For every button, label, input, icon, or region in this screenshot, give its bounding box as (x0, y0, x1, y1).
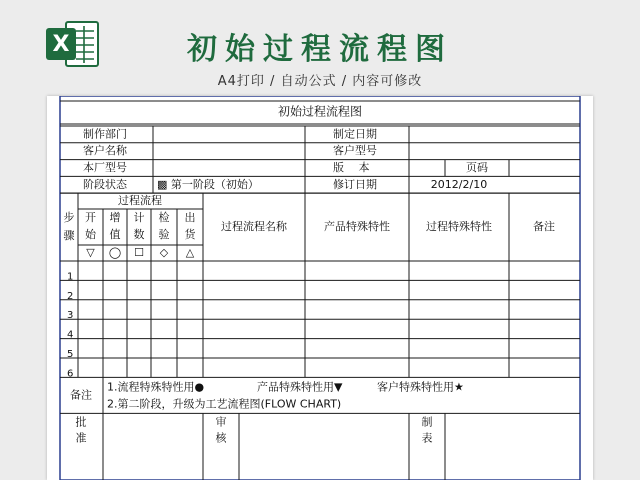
step-number: 2 (67, 290, 74, 302)
flow-symbol: ▽ (86, 246, 95, 259)
flow-col-header: 值 (109, 228, 121, 241)
notes-line: 客户特殊特性用★ (377, 380, 464, 394)
flow-symbol: ◯ (108, 246, 122, 259)
step-number: 1 (67, 271, 74, 283)
info-label: 制作部门 (83, 127, 127, 141)
step-number: 4 (67, 329, 74, 341)
flow-col-header: 出 (184, 211, 196, 224)
step-header: 骤 (63, 229, 75, 242)
info-label: 修订日期 (333, 177, 377, 191)
notes-line: 1.流程特殊特性用● (107, 380, 205, 394)
form-sheet (47, 96, 593, 480)
notes-line: 2.第二阶段，升级为工艺流程图(FLOW CHART) (107, 397, 342, 411)
signoff-label: 批 (75, 415, 87, 429)
process-char-header: 过程特殊特性 (426, 220, 492, 233)
product-char-header: 产品特殊特性 (324, 220, 390, 233)
flow-col-header: 增 (109, 211, 121, 224)
signoff-label: 审 (215, 415, 227, 429)
info-label: 页码 (466, 161, 488, 174)
form-grid (47, 96, 593, 480)
notes-line: 产品特殊特性用▼ (257, 380, 343, 394)
flow-col-header: 货 (184, 228, 196, 241)
step-number: 5 (67, 349, 74, 360)
info-label: 阶段状态 (83, 177, 127, 191)
remarks-header: 备注 (533, 220, 555, 233)
info-value: 2012/2/10 (430, 177, 488, 191)
signoff-label: 准 (75, 431, 87, 445)
flow-col-header: 数 (133, 228, 145, 241)
info-label: 制定日期 (333, 127, 377, 141)
page-title: 初始过程流程图 (187, 32, 453, 67)
flow-symbol: ◇ (159, 246, 169, 259)
step-number: 3 (67, 310, 74, 322)
page-subtitle: A4打印 / 自动公式 / 内容可修改 (217, 74, 423, 89)
notes-label: 备注 (70, 388, 92, 402)
flow-name-header: 过程流程名称 (221, 220, 287, 233)
step-header: 步 (63, 211, 75, 224)
logo-letter: X (52, 32, 70, 57)
form-text (64, 104, 556, 445)
info-label: 本厂型号 (83, 161, 127, 174)
flow-col-header: 检 (158, 211, 170, 224)
signoff-label: 制 (421, 415, 433, 429)
flow-col-header: 计 (133, 211, 145, 224)
sheet-border (60, 96, 580, 480)
info-label: 客户型号 (333, 144, 377, 158)
flow-symbol: ☐ (134, 246, 144, 259)
info-label: 客户名称 (83, 144, 127, 158)
info-label: 版 本 (333, 161, 370, 174)
step-number: 6 (67, 368, 74, 380)
signoff-label: 核 (215, 431, 227, 445)
grid-lines (60, 96, 580, 480)
form-heading: 初始过程流程图 (277, 104, 363, 119)
signoff-label: 表 (421, 431, 433, 445)
flow-col-header: 始 (85, 228, 96, 241)
flow-col-header: 验 (158, 228, 170, 241)
process-flow-header: 过程流程 (118, 194, 162, 207)
flow-col-header: 开 (85, 211, 96, 224)
flow-symbol: △ (185, 246, 195, 259)
banner (0, 0, 640, 96)
info-value: ▩ 第一阶段（初始） (157, 177, 259, 191)
